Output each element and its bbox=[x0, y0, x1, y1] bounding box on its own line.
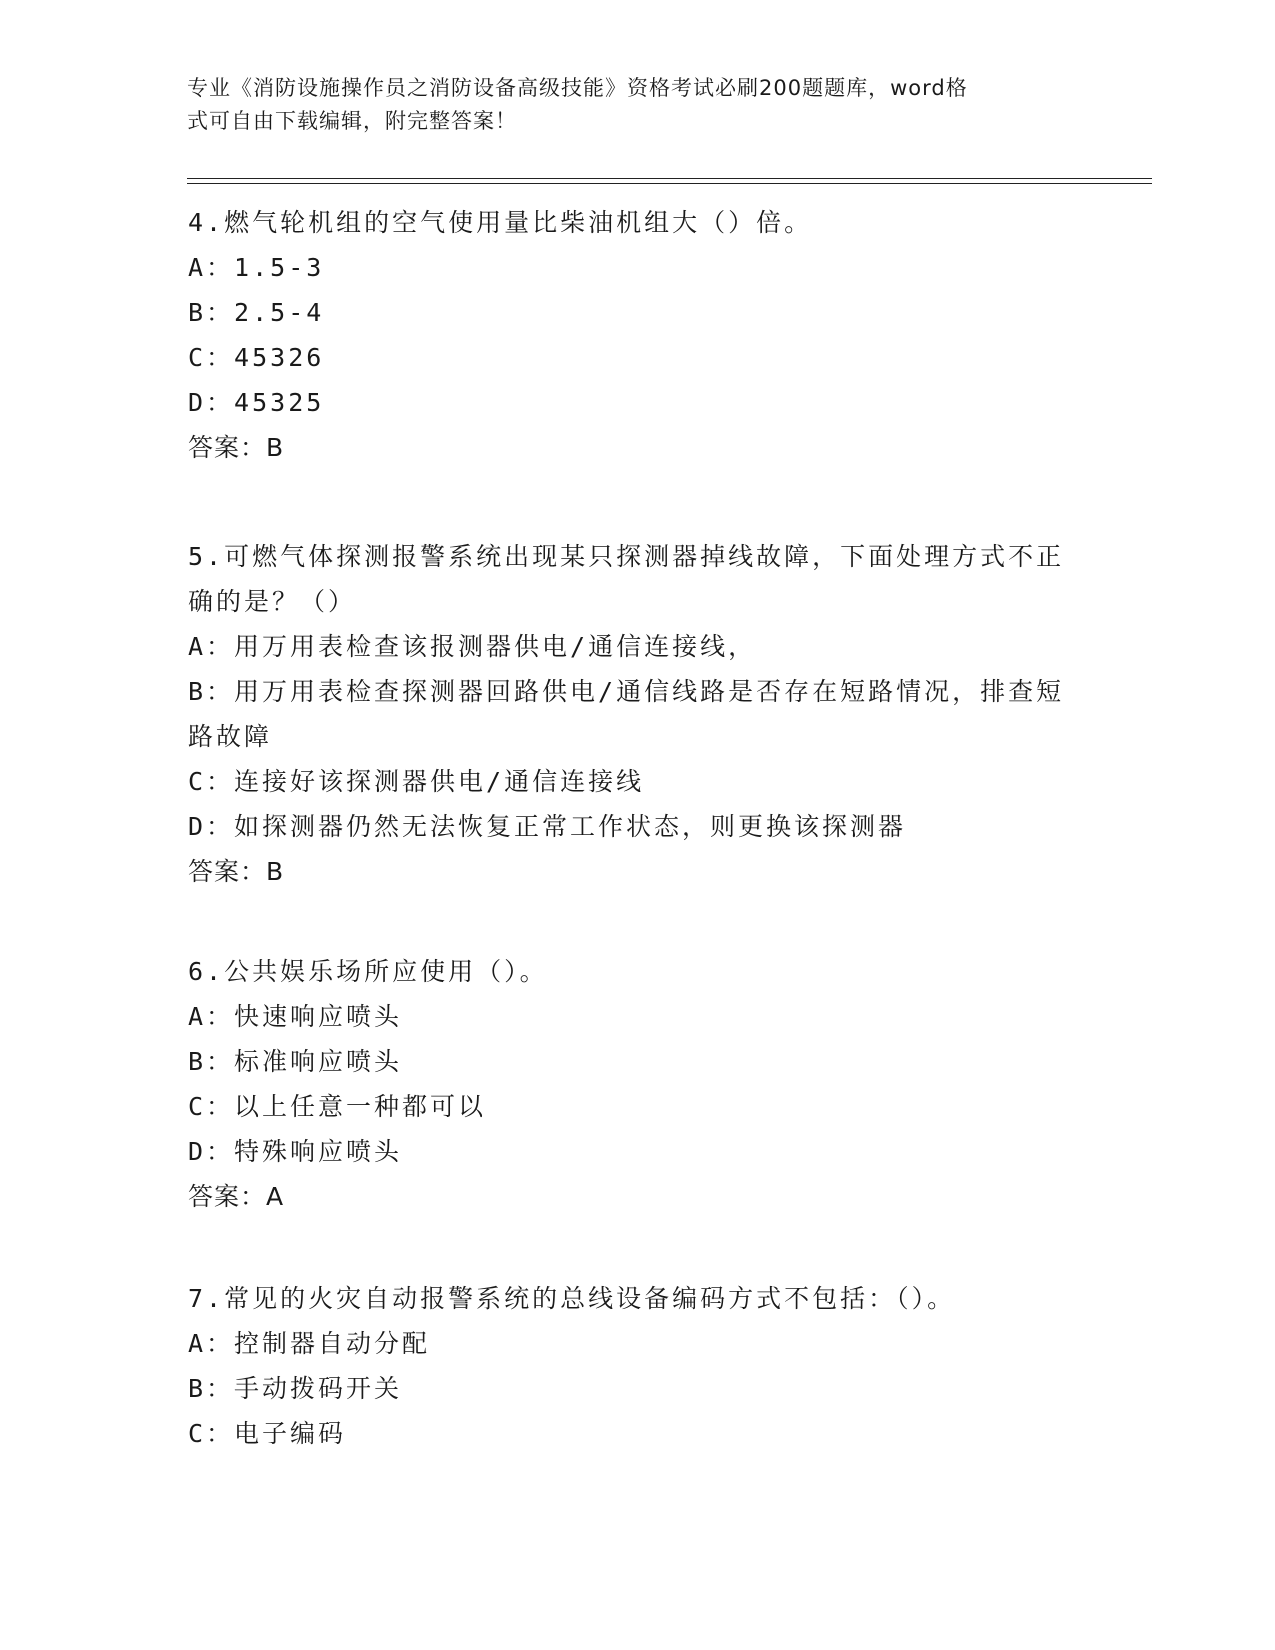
question-stem: 6.公共娱乐场所应使用（）。 bbox=[188, 957, 548, 986]
option-c: C：连接好该探测器供电/通信连接线 bbox=[188, 767, 645, 796]
document-header bbox=[187, 72, 1067, 138]
option-d: D：45325 bbox=[188, 388, 325, 417]
option-a: A：1.5-3 bbox=[188, 253, 325, 282]
option-c: C：45326 bbox=[188, 343, 325, 372]
answer-label: 答案：A bbox=[188, 1182, 285, 1211]
option-c: C：以上任意一种都可以 bbox=[188, 1092, 487, 1121]
option-b: B：标准响应喷头 bbox=[188, 1047, 403, 1076]
question-stem: 7.常见的火灾自动报警系统的总线设备编码方式不包括：（）。 bbox=[188, 1284, 956, 1313]
option-a: A：控制器自动分配 bbox=[188, 1329, 431, 1358]
answer-label: 答案：B bbox=[188, 857, 285, 886]
question-block-4 bbox=[188, 200, 1068, 470]
header-line-1: 专业《消防设施操作员之消防设备高级技能》资格考试必刷200题题库，word格 bbox=[187, 76, 968, 100]
header-divider-top bbox=[187, 178, 1152, 179]
option-a: A：用万用表检查该报测器供电/通信连接线， bbox=[188, 632, 757, 661]
option-c: C：电子编码 bbox=[188, 1419, 347, 1448]
option-d: D：特殊响应喷头 bbox=[188, 1137, 403, 1166]
option-b: B：手动拨码开关 bbox=[188, 1374, 403, 1403]
option-b: B：2.5-4 bbox=[188, 298, 325, 327]
option-b: B：用万用表检查探测器回路供电/通信线路是否存在短路情况，排查短路故障 bbox=[188, 677, 1065, 751]
question-block-7 bbox=[188, 1276, 1068, 1456]
answer-label: 答案：B bbox=[188, 433, 285, 462]
question-block-5 bbox=[188, 534, 1068, 894]
question-stem: 4.燃气轮机组的空气使用量比柴油机组大（）倍。 bbox=[188, 208, 813, 237]
option-a: A：快速响应喷头 bbox=[188, 1002, 403, 1031]
question-block-6 bbox=[188, 949, 1068, 1219]
option-d: D：如探测器仍然无法恢复正常工作状态，则更换该探测器 bbox=[188, 812, 907, 841]
header-divider-bottom bbox=[187, 183, 1152, 184]
header-line-2: 式可自由下载编辑，附完整答案！ bbox=[187, 109, 517, 133]
question-stem: 5.可燃气体探测报警系统出现某只探测器掉线故障，下面处理方式不正确的是？（） bbox=[188, 542, 1065, 616]
